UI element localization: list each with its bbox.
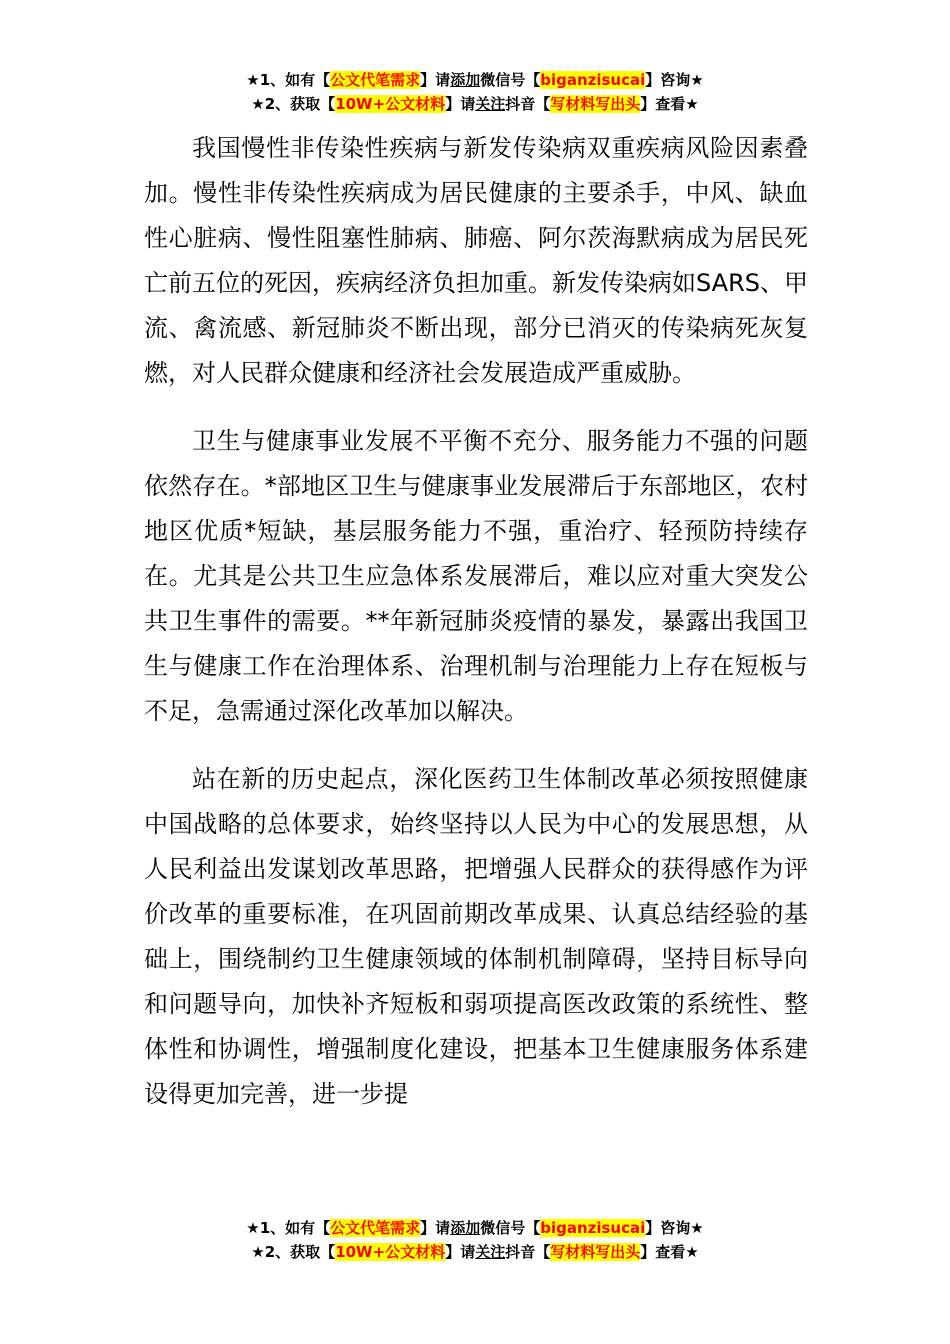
banner-line-2 <box>0 1240 950 1264</box>
underlined-text: 添加 <box>450 1219 481 1237</box>
paragraph: 站在新的历史起点，深化医药卫生体制改革必须按照健康中国战略的总体要求，始终坚持以人民为中心的发展思想，从人民利益出发谋划改革思路，把增强人民群众的获得感作为评价改革的重要标准，在巩固前期改革成果、认真总结经验的基础上，围绕制约卫生健康领域的体制机制障碍，坚持目标导向和问题导向，加快补齐短板和弱项提高医改政策的系统性、整体性和协调性，增强制度化建设，把基本卫生健康服务体系建设得更加完善，进一步提 <box>144 765 808 1108</box>
paragraph: 卫生与健康事业发展不平衡不充分、服务能力不强的问题依然存在。*部地区卫生与健康事业发展滞后于东部地区，农村地区优质*短缺，基层服务能力不强，重治疗、轻预防持续存在。尤其是公共卫生应急体系发展滞后，难以应对重大突发公共卫生事件的需要。**年新冠肺炎疫情的暴发，暴露出我国卫生与健康工作在治理体系、治理机制与治理能力上存在短板与不足，急需通过深化改革加以解决。 <box>144 427 808 725</box>
header-banner <box>0 68 950 116</box>
highlight-douyin-account: 写材料写出头 <box>550 1243 641 1261</box>
banner-line-1 <box>0 1216 950 1240</box>
banner-text: 】咨询★ <box>645 71 704 89</box>
highlight-wechat-id: biganzisucai <box>540 1219 646 1237</box>
underlined-text: 关注 <box>475 95 506 113</box>
banner-text: ★2、获取【 <box>251 1243 336 1261</box>
banner-line-1 <box>0 68 950 92</box>
banner-text: ★1、如有【 <box>246 71 331 89</box>
paragraph: 我国慢性非传染性疾病与新发传染病双重疾病风险因素叠加。慢性非传染性疾病成为居民健康的主要杀手，中风、缺血性心脏病、慢性阻塞性肺病、肺癌、阿尔茨海默病成为居民死亡前五位的死因，疾病经济负担加重。新发传染病如SARS、甲流、禽流感、新冠肺炎不断出现，部分已消灭的传染病死灰复燃，对人民群众健康和经济社会发展造成严重威胁。 <box>144 134 809 387</box>
highlight-service: 公文代笔需求 <box>330 1219 421 1237</box>
banner-text: 】查看★ <box>640 95 699 113</box>
banner-text: 】请 <box>445 1243 476 1261</box>
banner-text: ★1、如有【 <box>246 1219 331 1237</box>
banner-text: 微信号【 <box>480 71 541 89</box>
banner-text: 】请 <box>420 71 451 89</box>
banner-line-2 <box>0 92 950 116</box>
banner-text: 】请 <box>445 95 476 113</box>
highlight-service: 公文代笔需求 <box>330 71 421 89</box>
highlight-wechat-id: biganzisucai <box>540 71 646 89</box>
banner-text: 抖音【 <box>505 95 551 113</box>
banner-text: 抖音【 <box>505 1243 551 1261</box>
highlight-materials: 10W+公文材料 <box>335 95 446 113</box>
banner-text: 】请 <box>420 1219 451 1237</box>
banner-text: 微信号【 <box>480 1219 541 1237</box>
highlight-douyin-account: 写材料写出头 <box>550 95 641 113</box>
banner-text: ★2、获取【 <box>251 95 336 113</box>
underlined-text: 添加 <box>450 71 481 89</box>
highlight-materials: 10W+公文材料 <box>335 1243 446 1261</box>
footer-banner <box>0 1216 950 1264</box>
document-body <box>144 126 808 1140</box>
banner-text: 】咨询★ <box>645 1219 704 1237</box>
banner-text: 】查看★ <box>640 1243 699 1261</box>
underlined-text: 关注 <box>475 1243 506 1261</box>
